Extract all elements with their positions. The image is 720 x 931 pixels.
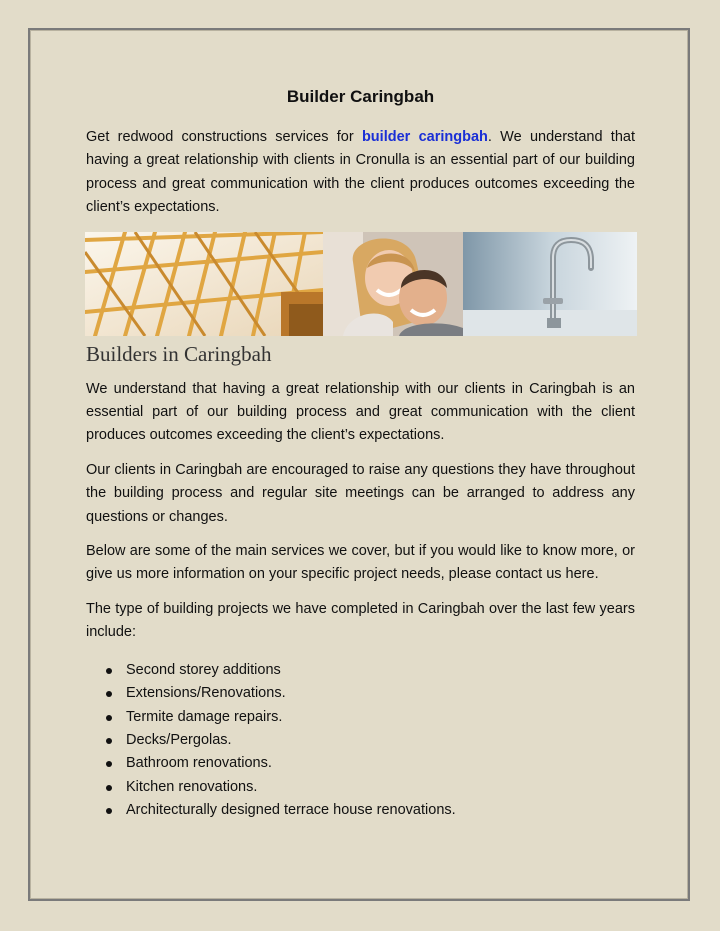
roof-frame-illustration <box>85 232 323 336</box>
list-item <box>106 706 635 729</box>
document-title: Builder Caringbah <box>286 87 435 106</box>
paragraph-services: Below are some of the main services we cover, but if you would like to know more, or give us more information on your specific project needs, please contact us here. <box>86 543 635 583</box>
intro-text-end: . We understand that having a great relationship with clients in Cronulla is an essential part of our building process and great communication with the client produces outcomes exceeding the client’s expectations. <box>86 129 635 216</box>
list-item <box>106 659 635 682</box>
bullet-icon <box>106 715 112 721</box>
list-item-text: Kitchen renovations. <box>126 778 258 795</box>
document-body <box>86 84 635 823</box>
bullet-icon <box>106 761 112 767</box>
bullet-icon <box>106 808 112 814</box>
project-type-list <box>106 659 635 823</box>
bullet-icon <box>106 668 112 674</box>
list-item <box>106 682 635 705</box>
list-item-text: Architecturally designed terrace house renovations. <box>126 802 456 819</box>
banner-image-strip <box>85 232 637 336</box>
list-item <box>106 799 635 822</box>
list-item-text: Extensions/Renovations. <box>126 685 286 702</box>
bullet-icon <box>106 691 112 697</box>
happy-couple-photo <box>323 232 463 336</box>
kitchen-tap-photo <box>463 232 637 336</box>
list-item <box>106 729 635 752</box>
section-heading: Builders in Caringbah <box>86 341 272 366</box>
roof-frame-photo <box>85 232 323 336</box>
list-item <box>106 776 635 799</box>
couple-illustration <box>323 232 463 336</box>
bullet-icon <box>106 785 112 791</box>
paragraph-project-types: The type of building projects we have completed in Caringbah over the last few years include: <box>86 600 635 641</box>
list-item-text: Termite damage repairs. <box>126 708 283 725</box>
intro-text-start: Get redwood constructions services for <box>86 129 362 145</box>
tap-illustration <box>463 232 637 336</box>
intro-paragraph <box>86 126 635 220</box>
list-item-text: Second storey additions <box>126 661 281 678</box>
list-item-text: Decks/Pergolas. <box>126 731 232 748</box>
list-item-text: Bathroom renovations. <box>126 755 272 772</box>
builder-caringbah-link[interactable]: builder caringbah <box>361 129 488 145</box>
paragraph-relationship: We understand that having a great relationship with our clients in Caringbah is an essential part of our building process and great communication with the client produces outcomes exceeding the client’s expectations. <box>86 380 635 444</box>
paragraph-questions: Our clients in Caringbah are encouraged to raise any questions they have throughout the building process and regular site meetings can be arranged to address any questions or changes. <box>86 461 635 525</box>
bullet-icon <box>106 738 112 744</box>
list-item <box>106 752 635 775</box>
